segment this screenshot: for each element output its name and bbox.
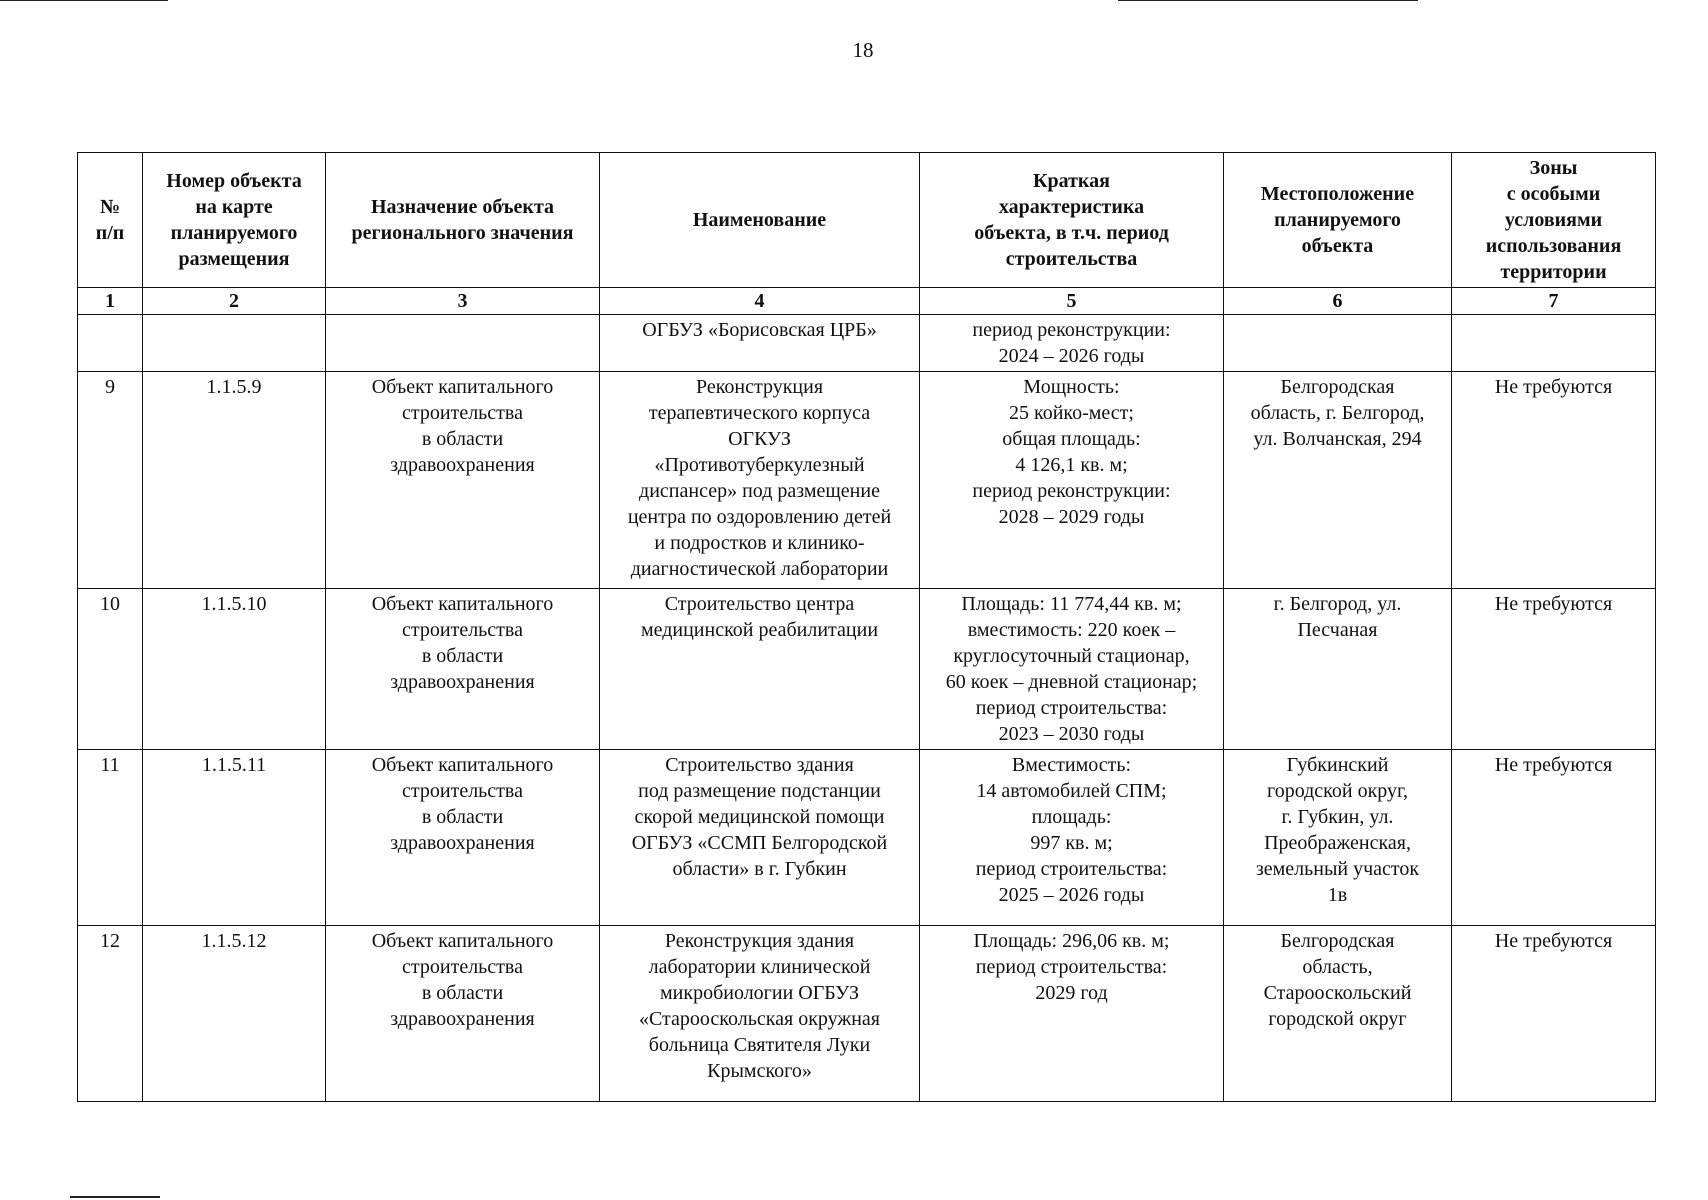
cell-purpose [326, 315, 600, 372]
cell-zones: Не требуются [1452, 589, 1656, 750]
cell-name: Строительство здания под размещение подстанции скорой медицинской помощи ОГБУЗ «ССМП Белгородской области» в г. Губкин [600, 750, 920, 926]
table-row [78, 926, 1656, 1102]
cell-zones: Не требуются [1452, 372, 1656, 589]
cell-zones: Не требуются [1452, 926, 1656, 1102]
header-cell-name: Наименование [600, 153, 920, 288]
cell-name: Реконструкция здания лаборатории клинической микробиологии ОГБУЗ «Старооскольская окружная больница Святителя Луки Крымского» [600, 926, 920, 1102]
cell-characteristics: Площадь: 11 774,44 кв. м; вместимость: 220 коек – круглосуточный стационар, 60 коек – дневной стационар; период строительства: 2023 – 2030 годы [920, 589, 1224, 750]
cell-map-number [143, 315, 326, 372]
cell-name: Строительство центра медицинской реабилитации [600, 589, 920, 750]
column-number: 7 [1452, 288, 1656, 315]
column-number: 1 [78, 288, 143, 315]
cell-zones [1452, 315, 1656, 372]
cell-characteristics: Мощность: 25 койко-мест; общая площадь: 4 126,1 кв. м; период реконструкции: 2028 – 2029 годы [920, 372, 1224, 589]
cell-location: г. Белгород, ул. Песчаная [1224, 589, 1452, 750]
cell-location: Белгородская область, г. Белгород, ул. Волчанская, 294 [1224, 372, 1452, 589]
column-number: 5 [920, 288, 1224, 315]
scan-edge-mark-left [0, 0, 168, 1]
cell-no: 10 [78, 589, 143, 750]
header-cell-characteristics: Краткая характеристика объекта, в т.ч. период строительства [920, 153, 1224, 288]
cell-location: Белгородская область, Старооскольский городской округ [1224, 926, 1452, 1102]
cell-purpose: Объект капитального строительства в области здравоохранения [326, 372, 600, 589]
cell-zones: Не требуются [1452, 750, 1656, 926]
cell-name: ОГБУЗ «Борисовская ЦРБ» [600, 315, 920, 372]
column-number-row [78, 288, 1656, 315]
table-header-row [78, 153, 1656, 288]
cell-name: Реконструкция терапевтического корпуса ОГКУЗ «Противотуберкулезный диспансер» под размещение центра по оздоровлению детей и подростков и клинико- диагностической лаборатории [600, 372, 920, 589]
cell-no: 11 [78, 750, 143, 926]
table-row [78, 372, 1656, 589]
table-row [78, 315, 1656, 372]
table-row [78, 589, 1656, 750]
header-cell-map-number: Номер объекта на карте планируемого размещения [143, 153, 326, 288]
scan-edge-mark-right [1118, 0, 1418, 1]
cell-no: 12 [78, 926, 143, 1102]
column-number: 3 [326, 288, 600, 315]
cell-purpose: Объект капитального строительства в области здравоохранения [326, 750, 600, 926]
header-cell-zones: Зоны с особыми условиями использования территории [1452, 153, 1656, 288]
cell-map-number: 1.1.5.10 [143, 589, 326, 750]
cell-characteristics: Площадь: 296,06 кв. м; период строительства: 2029 год [920, 926, 1224, 1102]
cell-characteristics: период реконструкции: 2024 – 2026 годы [920, 315, 1224, 372]
scan-edge-mark-bottom [70, 1196, 160, 1198]
header-cell-location: Местоположение планируемого объекта [1224, 153, 1452, 288]
cell-map-number: 1.1.5.11 [143, 750, 326, 926]
cell-map-number: 1.1.5.9 [143, 372, 326, 589]
column-number: 4 [600, 288, 920, 315]
header-cell-number: № п/п [78, 153, 143, 288]
cell-characteristics: Вместимость: 14 автомобилей СПМ; площадь: 997 кв. м; период строительства: 2025 – 2026 годы [920, 750, 1224, 926]
cell-purpose: Объект капитального строительства в области здравоохранения [326, 926, 600, 1102]
cell-purpose: Объект капитального строительства в области здравоохранения [326, 589, 600, 750]
column-number: 6 [1224, 288, 1452, 315]
cell-location [1224, 315, 1452, 372]
table-row [78, 750, 1656, 926]
page-number: 18 [852, 38, 874, 62]
column-number: 2 [143, 288, 326, 315]
header-cell-purpose: Назначение объекта регионального значения [326, 153, 600, 288]
cell-map-number: 1.1.5.12 [143, 926, 326, 1102]
cell-no [78, 315, 143, 372]
objects-table [77, 152, 1656, 1102]
cell-location: Губкинский городской округ, г. Губкин, ул. Преображенская, земельный участок 1в [1224, 750, 1452, 926]
cell-no: 9 [78, 372, 143, 589]
